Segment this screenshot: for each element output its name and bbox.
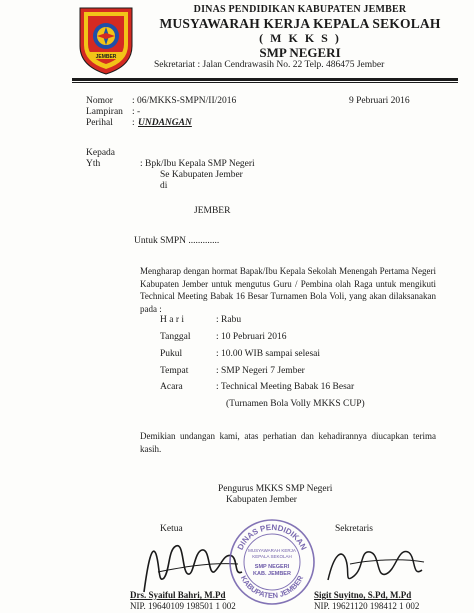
detail-value-tempat: : SMP Negeri 7 Jember — [216, 366, 305, 376]
ketua-name: Drs. Syaiful Bahri, M.Pd — [130, 590, 226, 600]
svg-text:KAB. JEMBER: KAB. JEMBER — [253, 571, 291, 577]
detail-value-pukul: : 10.00 WIB sampai selesai — [216, 349, 321, 359]
svg-text:JEMBER: JEMBER — [95, 54, 117, 60]
svg-text:KEPALA SEKOLAH: KEPALA SEKOLAH — [252, 554, 292, 559]
signoff-org-line-1: Pengurus MKKS SMP Negeri — [218, 484, 333, 494]
ketua-label: Ketua — [160, 524, 183, 534]
sekretaris-signature — [320, 534, 430, 596]
organization-abbreviation: ( M K K S ) — [259, 31, 341, 45]
letterhead-rule-thin — [72, 82, 458, 83]
recipient-line-3: di — [160, 181, 168, 191]
detail-value-acara: : Technical Meeting Babak 16 Besar — [216, 382, 355, 392]
perihal-label: Perihal — [86, 118, 113, 128]
nomor-label: Nomor — [86, 96, 113, 106]
detail-label-hari: H a r i — [160, 315, 185, 325]
intro-paragraph: Mengharap dengan hormat Bapak/Ibu Kepala Sekolah Menengah Pertama Negeri Kabupaten Jember untuk mengutus Guru / Pembina olah Raga untuk mengikuti Technical Meeting Babak 16 Besar Turnamen Bola Voli, yang akan dilaksanakan pada : — [140, 266, 436, 314]
secretariat-address: Sekretariat : Jalan Cendrawasih No. 22 Telp. 486475 Jember — [154, 60, 385, 70]
ketua-nip: NIP. 19640109 198501 1 002 — [130, 601, 236, 611]
svg-text:SMP NEGERI: SMP NEGERI — [254, 564, 290, 570]
svg-text:DINAS PENDIDIKAN: DINAS PENDIDIKAN — [235, 522, 309, 552]
signoff-org-line-2: Kabupaten Jember — [226, 495, 297, 505]
detail-value-acara-cont: (Turnamen Bola Volly MKKS CUP) — [226, 399, 365, 409]
recipient-line-2: Se Kabupaten Jember — [160, 170, 243, 180]
jember-logo-icon — [76, 4, 136, 76]
recipient-city: JEMBER — [194, 206, 231, 216]
letterhead-rule-thick — [72, 78, 458, 81]
detail-label-acara: Acara — [160, 382, 183, 392]
letterhead — [140, 4, 460, 61]
organization-name: MUSYAWARAH KERJA KEPALA SEKOLAH — [159, 16, 441, 31]
sekretaris-name: Sigit Suyitno, S.Pd, M.Pd — [314, 590, 412, 600]
nomor-value: : 06/MKKS-SMPN/II/2016 — [132, 96, 237, 106]
letter-date: 9 Pebruari 2016 — [349, 96, 410, 106]
closing-paragraph: Demikian undangan kami, atas perhatian dan kehadirannya diucapkan terima kasih. — [140, 431, 436, 454]
lampiran-value: : - — [132, 107, 141, 117]
recipient-line-1: : Bpk/Ibu Kepala SMP Negeri — [140, 159, 255, 169]
sekretaris-nip: NIP. 19621120 198412 1 002 — [314, 601, 420, 611]
kepada-label: Kepada — [86, 148, 116, 158]
detail-label-pukul: Pukul — [160, 349, 183, 359]
detail-label-tanggal: Tanggal — [160, 332, 191, 342]
yth-label: Yth — [86, 159, 101, 169]
svg-text:KABUPATEN JEMBER: KABUPATEN JEMBER — [238, 574, 306, 601]
perihal-colon: : — [132, 118, 135, 128]
school-name: SMP NEGERI — [259, 45, 341, 60]
svg-text:MUSYAWARAH KERJA: MUSYAWARAH KERJA — [248, 548, 296, 553]
detail-value-tanggal: : 10 Pebruari 2016 — [216, 332, 287, 342]
detail-label-tempat: Tempat — [160, 366, 189, 376]
official-stamp — [228, 518, 316, 606]
perihal-value: UNDANGAN — [138, 118, 192, 128]
untuk-line: Untuk SMPN ............. — [134, 236, 220, 246]
detail-value-hari: : Rabu — [216, 315, 242, 325]
lampiran-label: Lampiran — [86, 107, 123, 117]
agency-name: DINAS PENDIDIKAN KABUPATEN JEMBER — [193, 4, 407, 15]
sekretaris-label: Sekretaris — [335, 524, 373, 534]
